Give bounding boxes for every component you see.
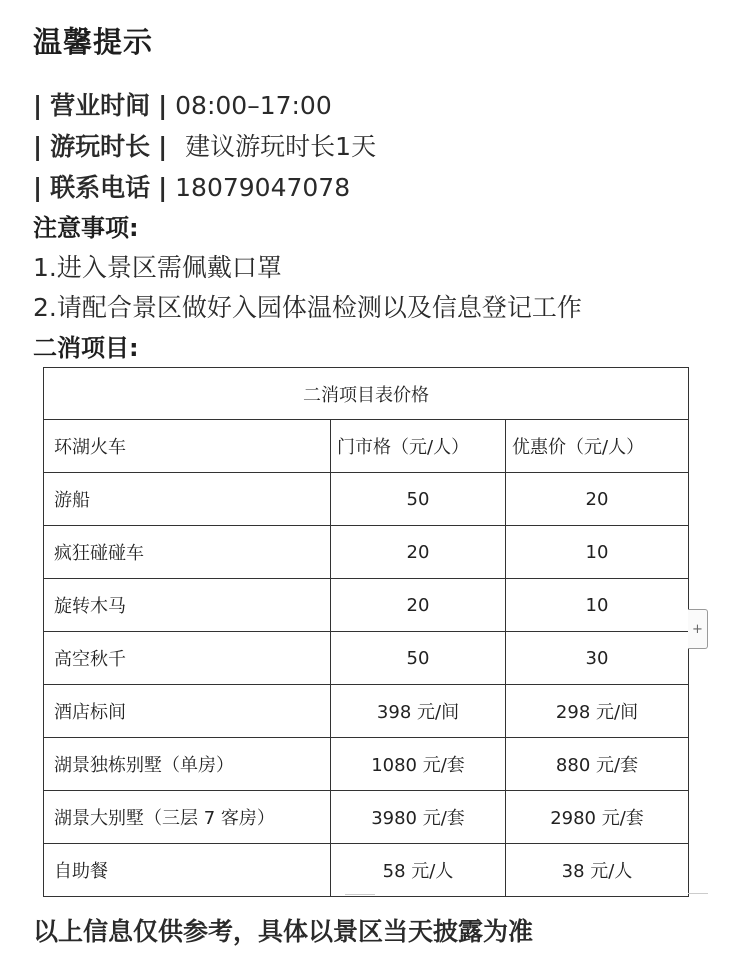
separator-bar: | [33,91,43,120]
info-phone [33,168,350,204]
discount-price-cell: 10 [506,579,689,632]
separator-bar: | [33,132,43,161]
discount-price-cell: 2980 元/套 [506,791,689,844]
price-table [43,367,689,897]
phone-label: 联系电话 [50,173,151,202]
secondary-heading: 二消项目: [33,334,139,362]
note-item: 2.请配合景区做好入园体温检测以及信息登记工作 [33,293,582,322]
discount-price-cell: 298 元/间 [506,685,689,738]
table-header-cell: 环湖火车 [44,420,331,473]
item-name-cell: 旋转木马 [44,579,331,632]
item-name-cell: 酒店标间 [44,685,331,738]
retail-price-cell: 3980 元/套 [331,791,506,844]
discount-price-cell: 30 [506,632,689,685]
footer-note: 以上信息仅供参考，具体以景区当天披露为准 [33,917,534,946]
discount-price-cell: 10 [506,526,689,579]
duration-label: 游玩时长 [50,132,151,161]
retail-price-cell: 50 [331,473,506,526]
item-name-cell: 游船 [44,473,331,526]
separator-bar: | [158,132,168,161]
table-header-cell: 优惠价（元/人） [506,420,689,473]
separator-bar: | [158,91,168,120]
retail-price-cell: 50 [331,632,506,685]
hours-value: 08:00–17:00 [175,91,332,120]
separator-bar: | [33,173,43,202]
duration-value: 建议游玩时长1天 [185,132,377,161]
table-caption-row [44,368,689,420]
table-row [44,632,689,685]
table-row [44,473,689,526]
add-column-button[interactable] [688,609,708,649]
table-header-cell: 门市格（元/人） [331,420,506,473]
item-name-cell: 疯狂碰碰车 [44,526,331,579]
table-row [44,791,689,844]
retail-price-cell: 58 元/人 [331,844,506,897]
retail-price-cell: 20 [331,526,506,579]
hours-label: 营业时间 [50,91,151,120]
phone-value: 18079047078 [175,173,351,202]
notes-heading: 注意事项: [33,214,139,242]
table-corner-handle[interactable] [688,893,708,900]
item-name-cell: 湖景大别墅（三层 7 客房） [44,791,331,844]
separator-bar: | [158,173,168,202]
discount-price-cell: 20 [506,473,689,526]
table-caption: 二消项目表价格 [44,368,689,420]
discount-price-cell: 880 元/套 [506,738,689,791]
table-row [44,526,689,579]
page-title: 温馨提示 [33,25,154,59]
table-row [44,844,689,897]
table-row [44,738,689,791]
table-row [44,579,689,632]
table-header-row [44,420,689,473]
item-name-cell: 自助餐 [44,844,331,897]
info-duration [33,127,376,163]
retail-price-cell: 398 元/间 [331,685,506,738]
table-row [44,685,689,738]
retail-price-cell: 20 [331,579,506,632]
retail-price-cell: 1080 元/套 [331,738,506,791]
item-name-cell: 湖景独栋别墅（单房） [44,738,331,791]
plus-icon: + [692,621,703,637]
discount-price-cell: 38 元/人 [506,844,689,897]
item-name-cell: 高空秋千 [44,632,331,685]
info-hours [33,86,332,122]
note-item: 1.进入景区需佩戴口罩 [33,253,282,282]
table-resize-handle[interactable] [345,894,375,901]
